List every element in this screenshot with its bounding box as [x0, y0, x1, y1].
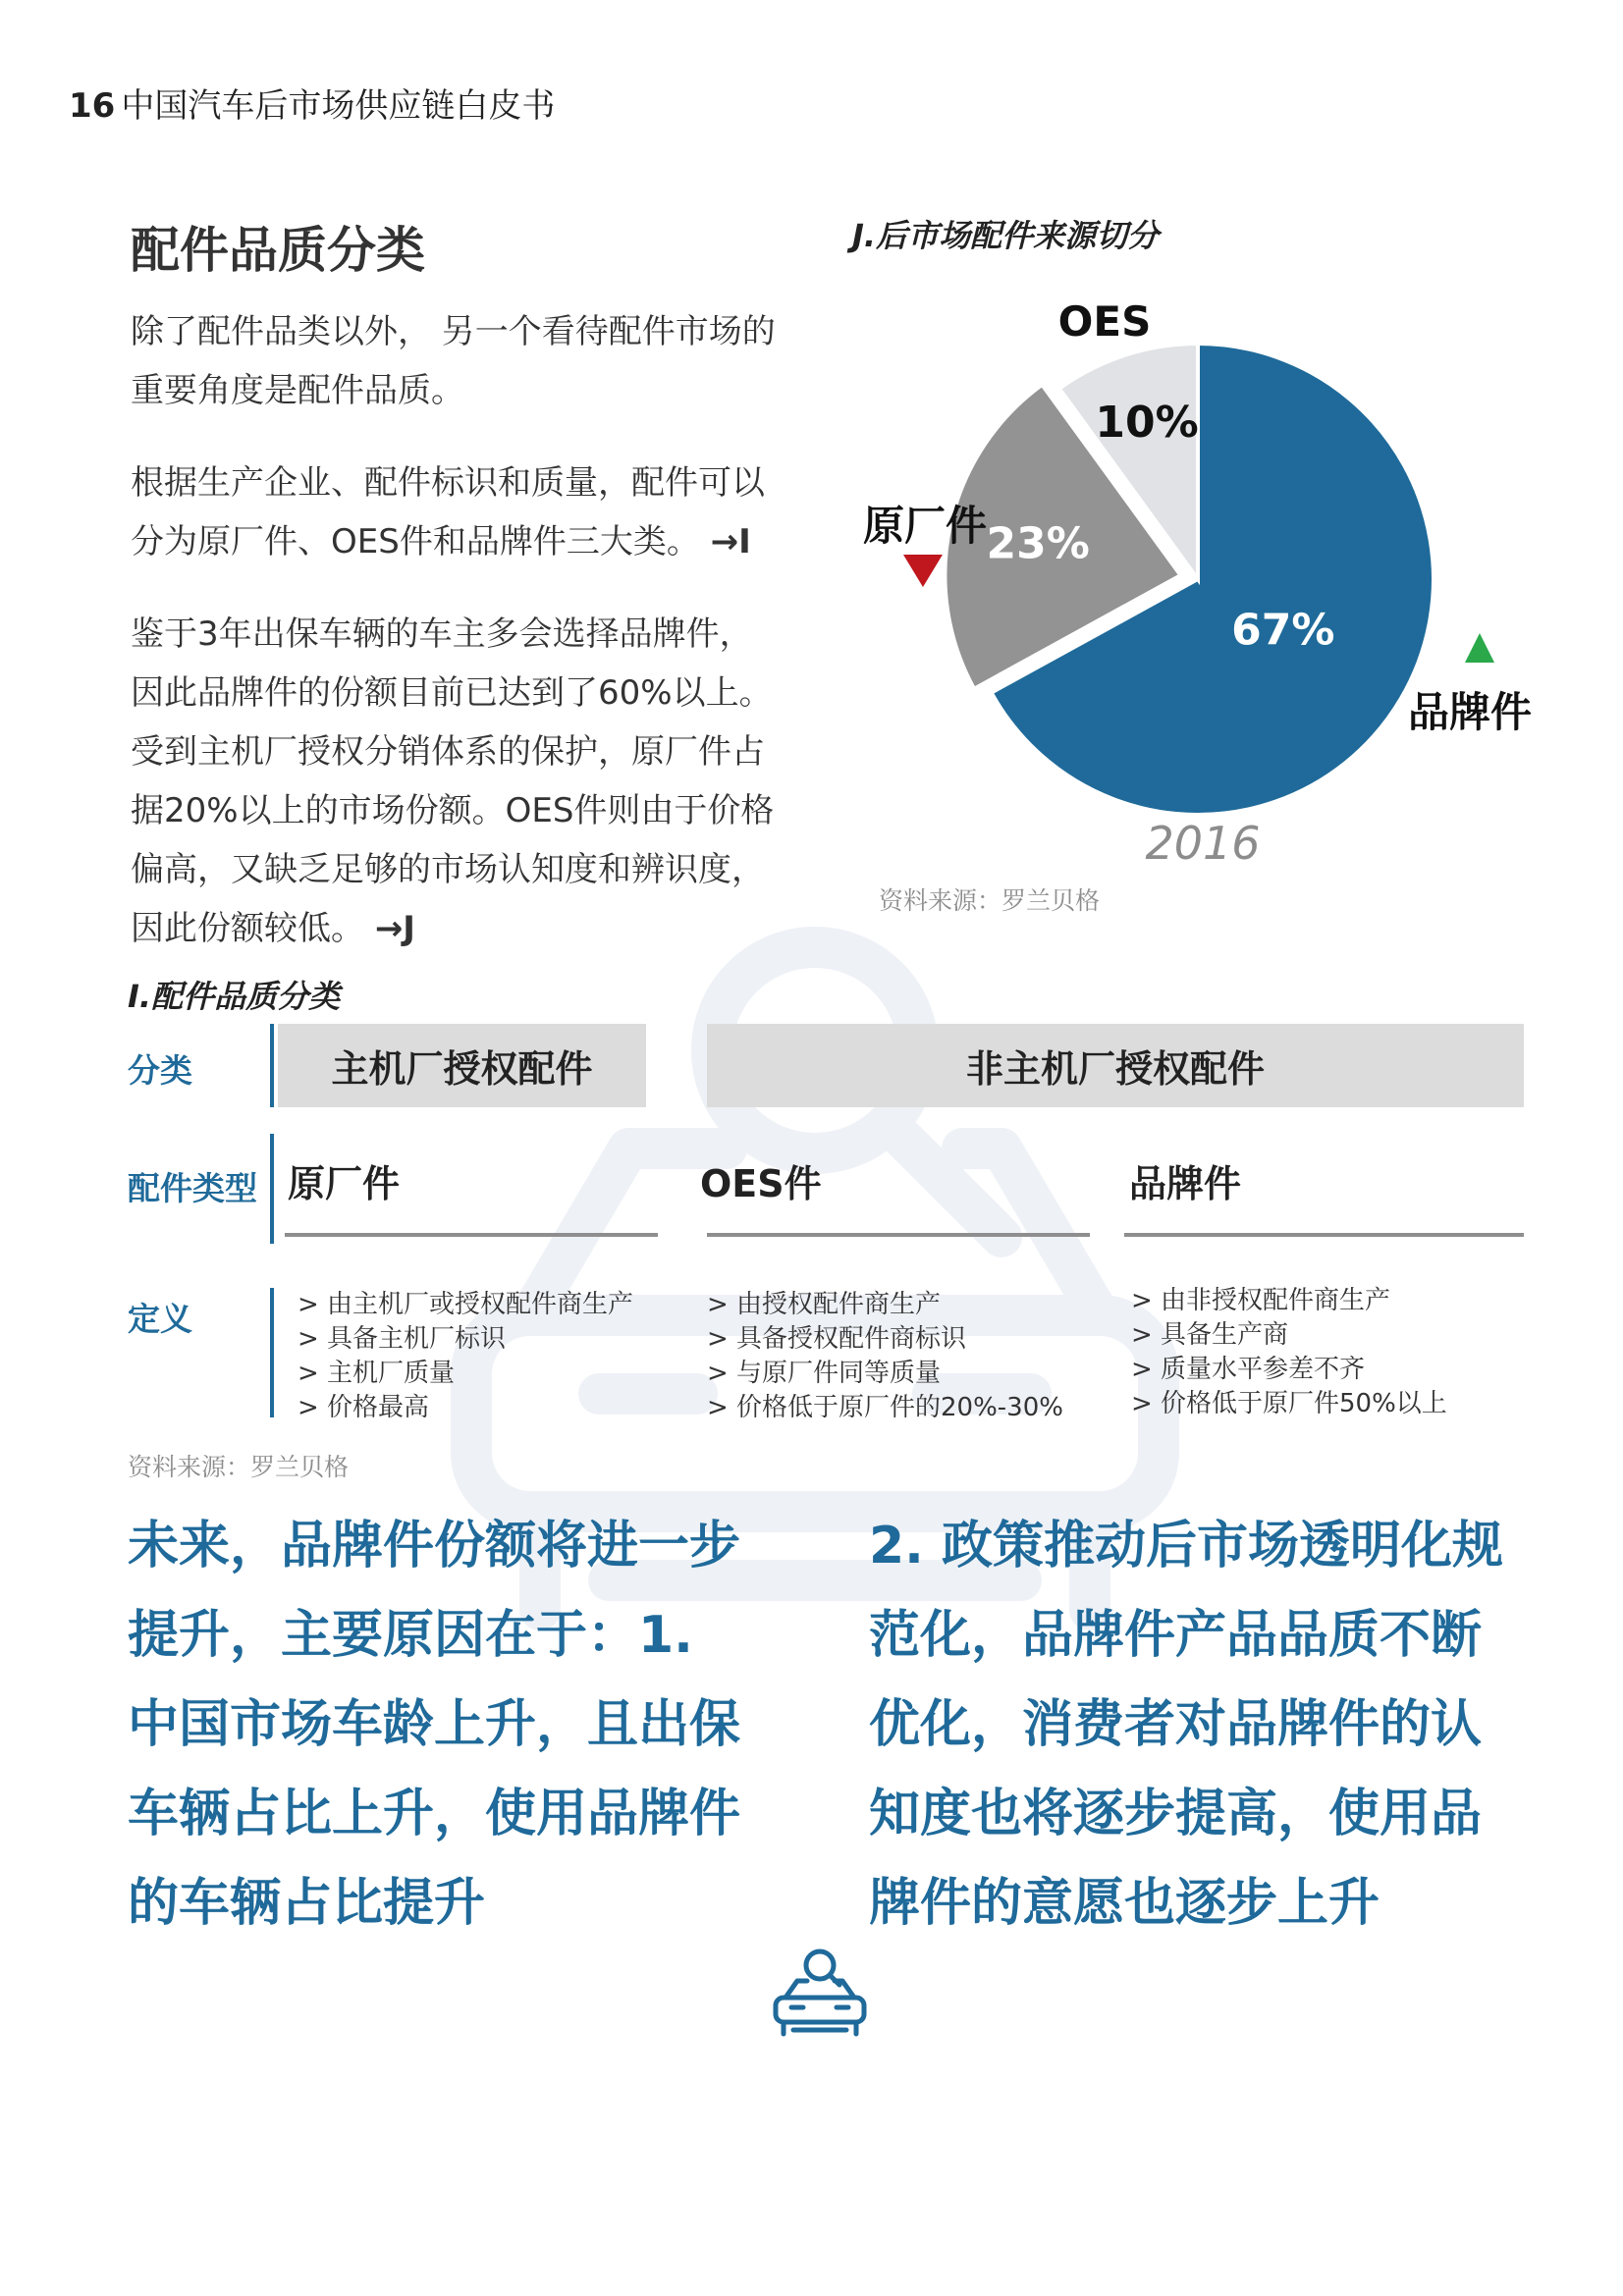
row-divider: [270, 1024, 274, 1107]
statement-left: 未来，品牌件份额将进一步提升，主要原因在于：1. 中国市场车龄上升，且出保车辆占比上升，使用品牌件的车辆占比提升: [128, 1517, 741, 1933]
list-item: > 质量水平参差不齐: [1131, 1353, 1447, 1387]
slice-category-label: 品牌件: [1407, 688, 1532, 736]
report-title: 中国汽车后市场供应链白皮书: [121, 86, 556, 126]
list-item: > 主机厂质量: [298, 1357, 633, 1391]
list-item: > 由授权配件商生产: [707, 1288, 1063, 1322]
table-source: 资料来源：罗兰贝格: [128, 1453, 350, 1481]
slice-value-label: 10%: [1095, 398, 1199, 449]
slice-value-label: 23%: [986, 518, 1090, 569]
type-underline: [707, 1233, 1090, 1237]
page-header: [69, 79, 555, 127]
category-non-oem-authorized: 非主机厂授权配件: [707, 1024, 1524, 1107]
row-label-type: 配件类型: [128, 1169, 257, 1207]
page-number: 16: [69, 86, 116, 126]
chart-source: 资料来源：罗兰贝格: [879, 886, 1101, 915]
row-label-definition: 定义: [128, 1300, 192, 1338]
type-genuine-parts: 原厂件: [288, 1162, 401, 1205]
statement-right: 2. 政策推动后市场透明化规范化，品牌件产品品质不断优化，消费者对品牌件的认知度也将逐步提高，使用品牌件的意愿也逐步上升: [869, 1517, 1504, 1933]
list-item: > 具备生产商: [1131, 1318, 1447, 1353]
definition-list-brand: [1131, 1284, 1447, 1421]
pie-chart: [854, 275, 1561, 903]
type-oes-parts: OES件: [700, 1162, 822, 1205]
intro-paragraph-3: [131, 605, 779, 958]
chart-title: J.后市场配件来源切分: [852, 217, 1160, 254]
list-item: > 价格低于原厂件的20%-30%: [707, 1391, 1063, 1425]
category-oem-authorized: 主机厂授权配件: [278, 1024, 646, 1107]
list-item: > 具备主机厂标识: [298, 1322, 633, 1357]
list-item: > 由主机厂或授权配件商生产: [298, 1288, 633, 1322]
list-item: > 价格最高: [298, 1391, 633, 1425]
intro-paragraph-3-text: 鉴于3年出保车辆的车主多会选择品牌件，因此品牌件的份额目前已达到了60%以上。受到主机厂授权分销体系的保护，原厂件占据20%以上的市场份额。OES件则由于价格偏高，又缺乏足够的市场认知度和辨识度，因此份额较低。: [131, 614, 775, 948]
chart-year-label: 2016: [1145, 817, 1261, 870]
list-item: > 与原厂件同等质量: [707, 1357, 1063, 1391]
car-magnifier-icon: [766, 1944, 874, 2042]
type-brand-parts: 品牌件: [1129, 1162, 1242, 1205]
slice-category-label: 原厂件: [862, 502, 988, 550]
row-divider: [270, 1134, 274, 1244]
figure-ref-i: →I: [710, 522, 751, 561]
row-label-category: 分类: [128, 1051, 192, 1090]
list-item: > 价格低于原厂件50%以上: [1131, 1387, 1447, 1421]
slice-value-label: 67%: [1231, 605, 1335, 656]
row-divider: [270, 1288, 274, 1417]
list-item: > 由非授权配件商生产: [1131, 1284, 1447, 1318]
list-item: > 具备授权配件商标识: [707, 1322, 1063, 1357]
section-title: 配件品质分类: [131, 222, 425, 279]
intro-paragraph-2: [131, 454, 779, 571]
type-underline: [1124, 1233, 1524, 1237]
intro-paragraph-1: 除了配件品类以外， 另一个看待配件市场的重要角度是配件品质。: [131, 312, 776, 410]
trend-up-icon: [1465, 633, 1494, 663]
intro-paragraph-2-text: 根据生产企业、配件标识和质量，配件可以分为原厂件、OES件和品牌件三大类。: [131, 463, 765, 561]
figure-ref-j: →J: [374, 909, 415, 948]
definition-list-oes: [707, 1288, 1063, 1425]
trend-down-icon: [903, 555, 943, 587]
table-title: I.配件品质分类: [128, 978, 341, 1015]
slice-category-label: OES: [1057, 297, 1152, 346]
type-underline: [285, 1233, 658, 1237]
definition-list-genuine: [298, 1288, 633, 1425]
